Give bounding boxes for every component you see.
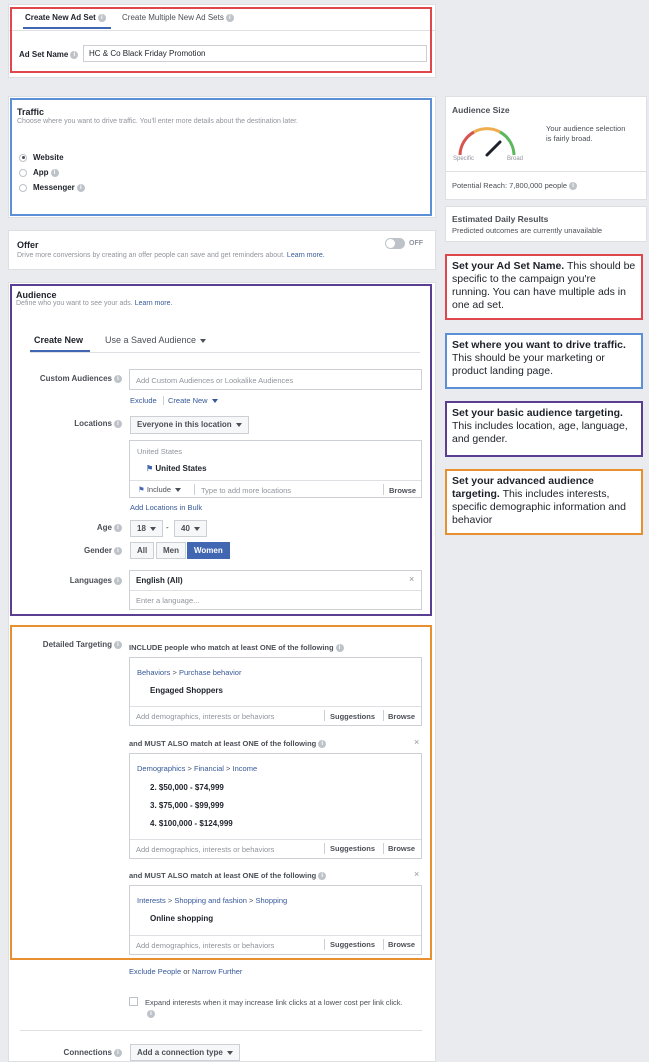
info-icon: i: [77, 184, 85, 192]
note-adset-name: [445, 254, 643, 320]
offer-panel: [8, 230, 436, 270]
browse-button[interactable]: Browse: [388, 940, 416, 949]
highlight-adset: [10, 7, 432, 73]
targeting-input[interactable]: Add demographics, interests or behaviors: [136, 712, 275, 721]
gauge-red-arc: [460, 132, 474, 155]
info-icon: i: [114, 375, 122, 383]
suggestions-button[interactable]: Suggestions: [330, 712, 376, 721]
audience-gauge: [452, 121, 522, 161]
audience-desc-text: Define who you want to see your ads.: [16, 300, 133, 307]
languages-label-text: Languages: [69, 576, 112, 585]
and-title-text: and MUST ALSO match at least ONE of the following: [129, 871, 317, 880]
gauge-needle: [487, 142, 500, 155]
offer-desc-text: Drive more conversions by creating an offer people can save and get reminders about.: [17, 252, 285, 259]
targeting-input[interactable]: Add demographics, interests or behaviors: [136, 845, 275, 854]
audience-title: Audience: [16, 290, 57, 300]
audience-size-panel: [445, 96, 647, 200]
create-new-link-text: Create New: [168, 396, 208, 405]
traffic-option-label: Messenger: [33, 183, 75, 192]
gender-women-button[interactable]: Women: [187, 542, 230, 559]
note-bold: Set your basic audience targeting.: [452, 407, 623, 419]
age-max-value: 40: [181, 524, 190, 533]
adset-name-label-text: Ad Set Name: [19, 50, 69, 59]
targeting-item: 4. $100,000 - $124,999: [150, 819, 233, 828]
location-input[interactable]: Type to add more locations: [201, 486, 292, 495]
note-text: This includes location, age, language, and gender.: [452, 420, 628, 445]
adset-name-value: HC & Co Black Friday Promotion: [89, 49, 206, 58]
age-label-text: Age: [96, 523, 112, 532]
breadcrumb-separator: >: [187, 764, 192, 773]
gauge-broad-label: Broad: [507, 156, 524, 162]
browse-button[interactable]: Browse: [388, 712, 416, 721]
gauge-green-arc: [500, 132, 514, 155]
note-bold: Set where you want to drive traffic.: [452, 339, 626, 351]
tab-saved-audience-label: Use a Saved Audience: [105, 335, 197, 345]
exclude-link[interactable]: Exclude: [130, 396, 157, 405]
info-icon: i: [318, 740, 326, 748]
daily-results-desc: Predicted outcomes are currently unavailable: [452, 226, 603, 235]
potential-reach: [452, 181, 577, 190]
pin-icon: ⚑: [138, 485, 145, 494]
country-header: United States: [137, 447, 183, 456]
info-icon: i: [569, 182, 577, 190]
targeting-item: 2. $50,000 - $74,999: [150, 783, 224, 792]
expand-interests-checkbox[interactable]: [129, 997, 138, 1006]
breadcrumb-item[interactable]: Shopping and fashion: [174, 896, 247, 905]
caret-down-icon: [227, 1051, 233, 1055]
note-text: This should be your marketing or product landing page.: [452, 352, 605, 377]
breadcrumb-item[interactable]: Behaviors: [137, 668, 171, 677]
include-title-text: INCLUDE people who match at least ONE of the following: [129, 643, 334, 652]
breadcrumb-item[interactable]: Income: [232, 764, 258, 773]
narrow-further-link[interactable]: Narrow Further: [191, 967, 243, 976]
connections-label: [20, 1048, 122, 1057]
info-icon: i: [114, 420, 122, 428]
info-icon: i: [114, 641, 122, 649]
highlight-audience: [10, 284, 432, 616]
country-item-label: United States: [155, 464, 207, 473]
info-icon: i: [114, 1049, 122, 1057]
remove-group-icon[interactable]: ×: [414, 737, 420, 747]
info-icon: i: [51, 169, 59, 177]
traffic-option-label: Website: [33, 153, 64, 162]
note-detailed: [445, 469, 643, 535]
connections-divider: [20, 1030, 422, 1031]
breadcrumb-item[interactable]: Interests: [137, 896, 166, 905]
remove-language-icon[interactable]: ×: [409, 574, 415, 584]
expand-interests-text: [145, 997, 420, 1019]
info-icon: i: [147, 1010, 155, 1018]
suggestions-button[interactable]: Suggestions: [330, 940, 376, 949]
suggestions-button[interactable]: Suggestions: [330, 844, 376, 853]
info-icon: i: [114, 547, 122, 555]
language-value: English (All): [136, 576, 183, 585]
remove-group-icon[interactable]: ×: [414, 869, 420, 879]
audience-desc-text: Your audience selection is fairly broad.: [546, 124, 626, 143]
pin-icon: ⚑: [146, 464, 154, 473]
browse-button[interactable]: Browse: [388, 844, 416, 853]
note-bold: Set your advanced audience targeting.: [452, 475, 594, 500]
daily-results-panel: [445, 206, 647, 242]
tab-create-new-audience[interactable]: Create New: [34, 335, 84, 345]
custom-audiences-input[interactable]: Add Custom Audiences or Lookalike Audiences: [129, 369, 422, 390]
age-dash: -: [166, 523, 169, 532]
breadcrumb-item[interactable]: Demographics: [137, 764, 186, 773]
locations-label-text: Locations: [74, 419, 112, 428]
offer-toggle[interactable]: [385, 238, 405, 249]
breadcrumb-separator: >: [226, 764, 231, 773]
breadcrumb-separator: >: [167, 896, 173, 905]
exclude-narrow-links: [129, 967, 242, 976]
language-input[interactable]: Enter a language...: [136, 596, 200, 605]
location-browse-button[interactable]: Browse: [389, 486, 417, 495]
exclude-people-link[interactable]: Exclude People: [129, 967, 182, 976]
note-audience: [445, 401, 643, 457]
targeting-input[interactable]: Add demographics, interests or behaviors: [136, 941, 275, 950]
breadcrumb-item[interactable]: Financial: [193, 764, 224, 773]
gender-label-text: Gender: [83, 546, 112, 555]
traffic-desc: Choose where you want to drive traffic. You'll enter more details about the destination later.: [17, 118, 298, 125]
custom-audiences-label-text: Custom Audiences: [39, 374, 112, 383]
gender-men-button[interactable]: Men: [156, 542, 186, 559]
gauge-yellow-arc: [474, 129, 500, 132]
info-icon: i: [114, 524, 122, 532]
targeting-item: Online shopping: [150, 914, 214, 923]
locations-dropdown-label: Everyone in this location: [137, 420, 232, 429]
targeting-item: Engaged Shoppers: [150, 686, 223, 695]
connections-dropdown-label: Add a connection type: [137, 1048, 223, 1057]
breadcrumb-item[interactable]: Shopping: [255, 896, 288, 905]
gauge-specific-label: Specific: [453, 156, 475, 162]
toggle-knob: [386, 239, 395, 248]
highlight-detailed: [10, 625, 432, 960]
note-text: This should be specific to the campaign you're running. You can have multiple ads in one ad set.: [452, 260, 636, 311]
offer-title: Offer: [17, 240, 39, 250]
targeting-item: 3. $75,000 - $99,999: [150, 801, 224, 810]
info-icon: i: [98, 14, 106, 22]
traffic-title: Traffic: [17, 107, 45, 117]
connections-dropdown[interactable]: [130, 1044, 240, 1061]
audience-learn-more-link[interactable]: Learn more.: [134, 300, 173, 307]
and-title-text: and MUST ALSO match at least ONE of the following: [129, 739, 317, 748]
breadcrumb-separator: >: [249, 896, 254, 905]
info-icon: i: [336, 644, 344, 652]
sidebar-divider: [446, 171, 646, 172]
breadcrumb-item[interactable]: Purchase behavior: [178, 668, 242, 677]
info-icon: i: [70, 51, 78, 59]
tab-create-new-label: Create New Ad Set: [25, 13, 96, 22]
note-traffic: [445, 333, 643, 389]
breadcrumb-separator: >: [172, 668, 177, 677]
or-text: or: [183, 967, 190, 976]
note-bold: Set your Ad Set Name.: [452, 260, 565, 272]
age-min-value: 18: [137, 524, 146, 533]
info-icon: i: [114, 577, 122, 585]
include-label: Include: [146, 485, 172, 494]
gender-all-button[interactable]: All: [130, 542, 154, 559]
info-icon: i: [318, 872, 326, 880]
offer-toggle-label: OFF: [409, 240, 423, 247]
note-text: This includes interests, specific demographic information and behavior: [452, 488, 626, 526]
detailed-targeting-label-text: Detailed Targeting: [42, 640, 112, 649]
expand-interests-label: Expand interests when it may increase link clicks at a lower cost per link click.: [145, 998, 403, 1007]
info-icon: i: [226, 14, 234, 22]
offer-desc: [17, 252, 325, 259]
connections-label-text: Connections: [63, 1048, 112, 1057]
tab-create-multiple-label: Create Multiple New Ad Sets: [122, 13, 224, 22]
highlight-traffic: [10, 98, 432, 216]
audience-size-title: Audience Size: [452, 105, 510, 115]
add-locations-bulk-link[interactable]: Add Locations in Bulk: [130, 503, 203, 512]
offer-learn-more-link[interactable]: Learn more.: [286, 252, 325, 259]
potential-reach-text: Potential Reach: 7,800,000 people: [452, 181, 568, 190]
daily-results-title: Estimated Daily Results: [452, 214, 549, 224]
traffic-option-label: App: [33, 168, 49, 177]
